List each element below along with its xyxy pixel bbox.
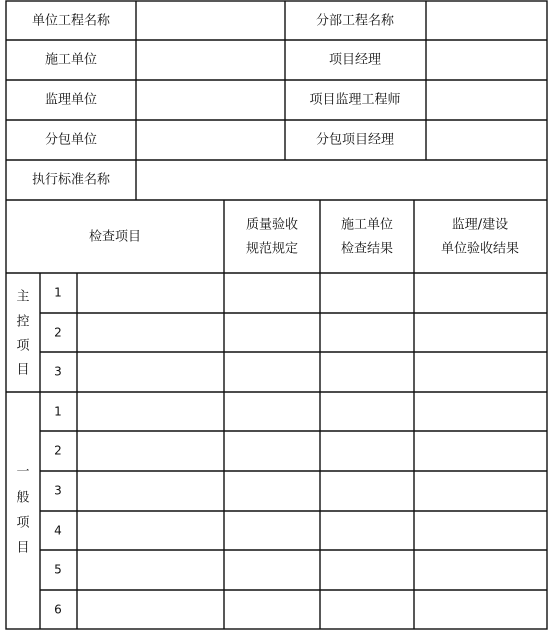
main-items-label-char: 控 bbox=[16, 314, 30, 330]
col-header-construction-result-line1: 施工单位 bbox=[340, 217, 394, 233]
main-items-label-char: 主 bbox=[16, 289, 30, 305]
general-item-row-number: 4 bbox=[54, 523, 62, 538]
main-item-row-number: 3 bbox=[54, 364, 62, 379]
col-header-construction-result-line2: 检查结果 bbox=[340, 241, 394, 257]
main-item-row-number: 2 bbox=[54, 325, 62, 340]
main-items-label-char: 目 bbox=[16, 362, 30, 378]
label-unit-project-name: 单位工程名称 bbox=[31, 13, 111, 29]
main-item-row-number: 1 bbox=[54, 285, 62, 300]
label-construction-unit: 施工单位 bbox=[44, 52, 98, 68]
main-items-label-char: 项 bbox=[16, 338, 30, 354]
col-header-supervision-result-line2: 单位验收结果 bbox=[440, 241, 520, 257]
general-item-row-number: 2 bbox=[54, 443, 62, 458]
general-items-label-char: 项 bbox=[16, 515, 30, 531]
general-item-row-number: 6 bbox=[54, 602, 62, 617]
general-item-row-number: 1 bbox=[54, 404, 62, 419]
label-supervision-unit: 监理单位 bbox=[44, 92, 98, 108]
label-project-manager: 项目经理 bbox=[328, 52, 382, 68]
label-project-supervision-engineer: 项目监理工程师 bbox=[309, 92, 401, 108]
general-items-label-char: 一 bbox=[16, 464, 30, 480]
col-header-quality-spec-line2: 规范规定 bbox=[245, 241, 299, 257]
general-items-label-char: 般 bbox=[16, 490, 30, 506]
label-subcontract-unit: 分包单位 bbox=[44, 132, 98, 148]
col-header-check-items: 检查项目 bbox=[88, 229, 142, 245]
label-sub-project-name: 分部工程名称 bbox=[315, 13, 395, 29]
col-header-supervision-result-line1: 监理/建设 bbox=[451, 217, 509, 233]
general-items-label-char: 目 bbox=[16, 540, 30, 556]
general-item-row-number: 3 bbox=[54, 483, 62, 498]
general-item-row-number: 5 bbox=[54, 562, 62, 577]
label-subcontract-project-manager: 分包项目经理 bbox=[315, 132, 395, 148]
label-standard-name: 执行标准名称 bbox=[31, 172, 111, 188]
col-header-quality-spec-line1: 质量验收 bbox=[245, 217, 299, 233]
